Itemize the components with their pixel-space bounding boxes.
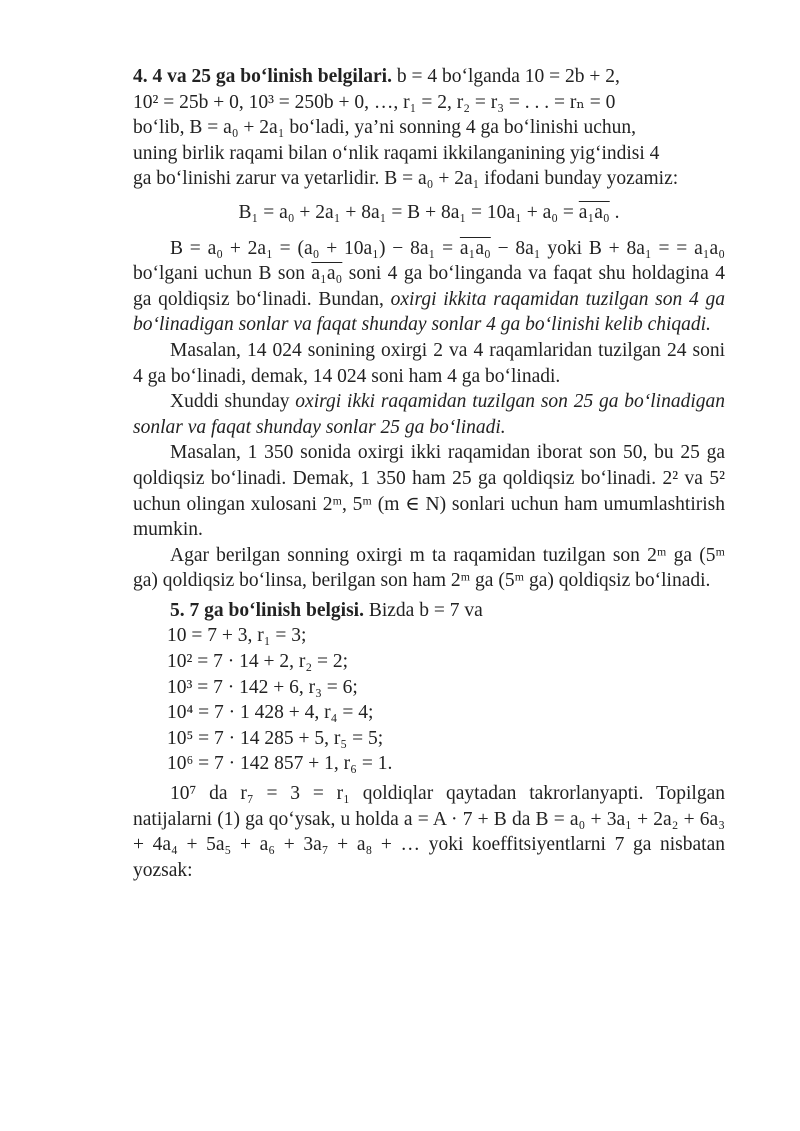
section5-intro-text: Bizda b = 7 va [368,599,483,621]
proof-overline-2: a₁a₀ [311,263,343,285]
equation-row: 10³ = 7 · 142 + 6, r₃ = 6; [167,676,358,698]
rule-25-italic: oxirgi ikki raqamidan tuzilgan son 25 ga bo‘linadigan sonlar va faqat shunday sonlar 25 ga bo‘linadi. [133,391,725,438]
section4-heading: 4. 4 va 25 ga bo‘linish belgilari. [133,66,392,87]
paragraph-example-4: Masalan, 14 024 sonining oxirgi 2 va 4 raqamlaridan tuzilgan 24 soni 4 ga bo‘linadi, demak, 14 024 soni ham 4 ga bo‘linadi. [133,339,725,387]
section5-intro [133,598,725,624]
equation-row: 10⁴ = 7 · 1 428 + 4, r₄ = 4; [167,702,374,724]
section4-line2: 10² = 25b + 0, 10³ = 250b + 0, …, r₁ = 2, r₂ = r₃ = . . . = rₙ = 0 [133,91,616,113]
paragraph-rule-25 [133,389,725,440]
proof-conclusion: oxirgi ikkita raqamidan tuzilgan son 4 ga bo‘linadigan sonlar va faqat shunday sonlar 4 ga bo‘linishi kelib chiqadi. [133,288,725,336]
equation-row: 10⁶ = 7 · 142 857 + 1, r₆ = 1. [167,753,393,775]
section5-heading: 5. 7 ga bo‘linish belgisi. [170,599,364,621]
section4-line3: bo‘lib, B = a₀ + 2a₁ bo‘ladi, ya’ni sonning 4 ga bo‘linishi uchun, [133,117,636,139]
formula-b1-left: B₁ = a₀ + 2a₁ + 8a₁ = B + 8a₁ = 10a₁ + a₀ = [238,201,579,223]
equation-row: 10⁵ = 7 · 14 285 + 5, r₅ = 5; [167,727,384,749]
section4-line1: b = 4 bo‘lganda 10 = 2b + 2, [396,66,620,87]
proof-part-a: B = a₀ + 2a₁ = (a₀ + 10a₁) − 8a₁ = [170,237,460,259]
section4-line5: ga bo‘linishi zarur va yetarlidir. B = a₀ + 2a₁ ifodani bunday yozamiz: [133,168,679,190]
section4-line4: uning birlik raqami bilan o‘nlik raqami ikkilanganining yig‘indisi 4 [133,142,660,164]
proof-part-b: − 8a₁ yoki B + 8a₁ = [490,237,670,259]
paragraph-final: 10⁷ da r₇ = 3 = r₁ qoldiqlar qaytadan takrorlanyapti. Topilgan natijalarni (1) ga qo‘ysak, u holda a = A · 7 + B da B = a₀ + 3a₁ + 2a₂ + 6a₃ + 4a₄ + 5a₅ + a₆ + 3a₇ + a₈ + … yoki koeffitsiyentlarni 7 ga nisbatan yozsak: [133,783,725,881]
formula-b1-end: . [609,201,620,223]
formula-b1-overline: a₁a₀ [578,201,610,223]
proof-overline-1: a₁a₀ [459,237,491,259]
paragraph-proof [133,236,725,338]
section4-intro [133,64,725,90]
rule-25-prefix: Xuddi shunday [170,391,296,413]
proof-part-d: soni 4 ga bo‘linganda va faqat [342,263,593,285]
formula-b1 [133,200,725,226]
paragraph-generalization: Agar berilgan sonning oxirgi m ta raqamidan tuzilgan son 2ᵐ ga (5ᵐ ga) qoldiqsiz bo‘linsa, berilgan son ham 2ᵐ ga (5ᵐ ga) qoldiqsiz bo‘linadi. [133,544,725,592]
proof-part-e: shu holdagina 4 ga qoldiqsiz bo‘linadi. Bundan, [133,263,726,310]
equation-row: 10 = 7 + 3, r₁ = 3; [167,625,307,647]
equation-row: 10² = 7 · 14 + 2, r₂ = 2; [167,651,349,673]
proof-part-c: = a₁a₀ bo‘lgani uchun B son [133,237,726,285]
paragraph-example-25: Masalan, 1 350 sonida oxirgi ikki raqamidan iborat son 50, bu 25 ga qoldiqsiz bo‘linadi. Demak, 1 350 ham 25 ga qoldiqsiz bo‘linadi. 2² va 5² uchun olingan xulosani 2ᵐ, 5ᵐ (m ∈ N) sonlari uchun ham umumlashtirish mumkin. [133,442,725,541]
